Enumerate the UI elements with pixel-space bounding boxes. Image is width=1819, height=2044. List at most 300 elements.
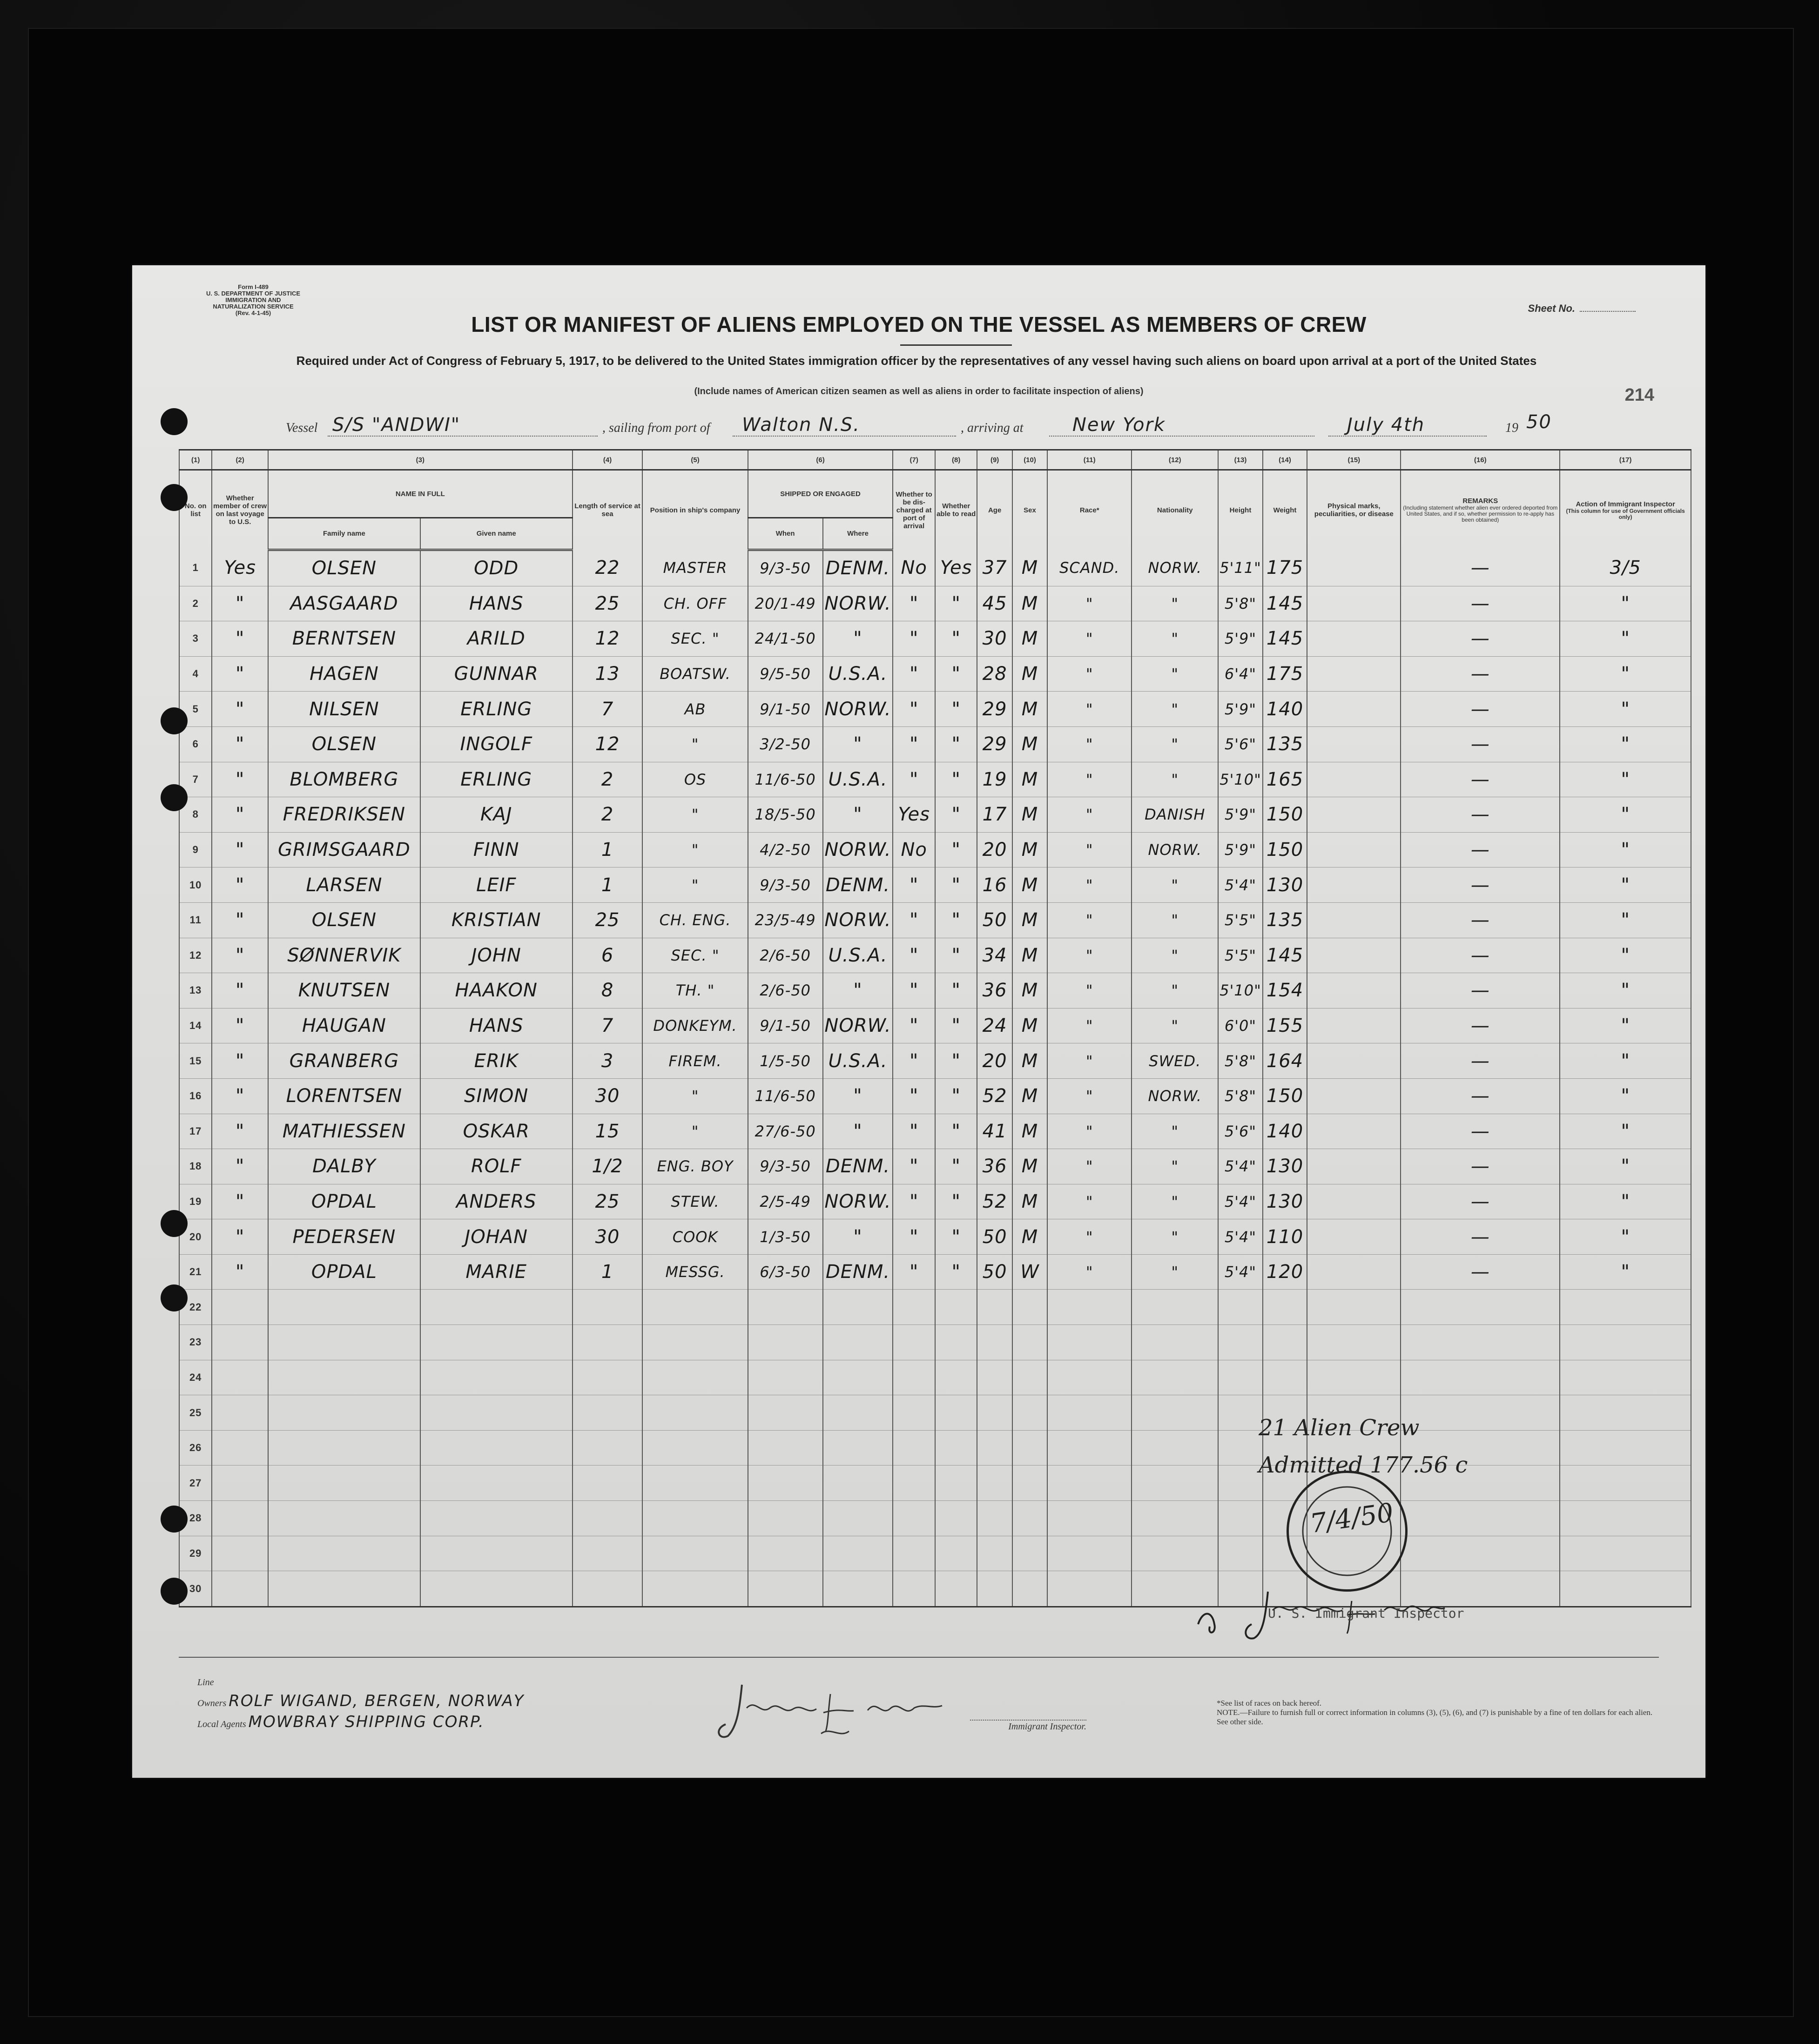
cell-height: 5'4"	[1218, 1184, 1263, 1219]
cell-length-of-service: 1	[573, 832, 643, 867]
cell-inspector-action	[1560, 1360, 1691, 1395]
cell-given-name	[420, 1290, 573, 1325]
cell-last-voyage	[212, 1571, 268, 1607]
cell-discharged: "	[893, 656, 935, 692]
cell-length-of-service: 12	[573, 726, 643, 762]
table-row	[179, 762, 1691, 797]
cell-weight: 175	[1263, 656, 1307, 692]
cell-able-to-read	[935, 1430, 977, 1466]
cell-age: 37	[977, 550, 1012, 586]
cell-race	[1047, 1325, 1132, 1360]
cell-discharged: "	[893, 1184, 935, 1219]
cell-family-name: LARSEN	[268, 867, 420, 903]
cell-inspector-action	[1560, 1571, 1691, 1607]
cell-race	[1047, 1536, 1132, 1571]
cell-age	[977, 1430, 1012, 1466]
cell-given-name: ROLF	[420, 1149, 573, 1184]
cell-last-voyage	[212, 1290, 268, 1325]
cell-shipped-where: U.S.A.	[823, 762, 893, 797]
cell-shipped-where	[823, 1466, 893, 1501]
cell-physical-marks	[1307, 692, 1401, 727]
cell-shipped-when: 11/6-50	[748, 762, 823, 797]
cell-height: 5'6"	[1218, 1114, 1263, 1149]
cell-remarks: —	[1401, 1254, 1560, 1290]
cell-race: "	[1047, 1078, 1132, 1114]
cell-position: "	[642, 867, 748, 903]
cell-height	[1218, 1395, 1263, 1431]
owners-block	[197, 1671, 525, 1734]
col-sex: Sex	[1012, 470, 1047, 550]
col-height: Height	[1218, 470, 1263, 550]
cell-discharged	[893, 1325, 935, 1360]
cell-age: 20	[977, 1043, 1012, 1079]
cell-position: MASTER	[642, 550, 748, 586]
cell-row-number: 21	[179, 1254, 212, 1290]
cell-position: CH. OFF	[642, 586, 748, 621]
cell-family-name	[268, 1466, 420, 1501]
cell-row-number: 30	[179, 1571, 212, 1607]
cell-physical-marks	[1307, 938, 1401, 973]
col-num-2: (2)	[212, 450, 268, 470]
cell-length-of-service: 2	[573, 797, 643, 833]
cell-able-to-read	[935, 1325, 977, 1360]
cell-family-name: GRANBERG	[268, 1043, 420, 1079]
cell-length-of-service: 1	[573, 1254, 643, 1290]
col-num-15: (15)	[1307, 450, 1401, 470]
cell-race: "	[1047, 1114, 1132, 1149]
cell-shipped-where: "	[823, 797, 893, 833]
cell-family-name	[268, 1360, 420, 1395]
cell-inspector-action	[1560, 1395, 1691, 1431]
cell-nationality: "	[1132, 1149, 1218, 1184]
cell-sex	[1012, 1536, 1047, 1571]
cell-sex: M	[1012, 902, 1047, 938]
cell-position	[642, 1501, 748, 1536]
cell-physical-marks	[1307, 973, 1401, 1009]
cell-given-name: INGOLF	[420, 726, 573, 762]
cell-remarks: —	[1401, 1114, 1560, 1149]
cell-shipped-when	[748, 1571, 823, 1607]
cell-able-to-read: "	[935, 726, 977, 762]
cell-height	[1218, 1466, 1263, 1501]
cell-position	[642, 1430, 748, 1466]
cell-remarks: —	[1401, 797, 1560, 833]
cell-row-number: 20	[179, 1219, 212, 1255]
cell-race: "	[1047, 832, 1132, 867]
cell-race: "	[1047, 762, 1132, 797]
cell-age: 50	[977, 902, 1012, 938]
arrival-date: July 4th	[1347, 414, 1425, 436]
agents-label: Local Agents	[197, 1719, 246, 1729]
cell-nationality: "	[1132, 762, 1218, 797]
cell-race	[1047, 1466, 1132, 1501]
cell-inspector-action: "	[1560, 1008, 1691, 1043]
cell-last-voyage: "	[212, 621, 268, 657]
cell-last-voyage: "	[212, 902, 268, 938]
cell-length-of-service	[573, 1360, 643, 1395]
cell-sex: M	[1012, 762, 1047, 797]
cell-row-number: 5	[179, 692, 212, 727]
cell-discharged: "	[893, 867, 935, 903]
binder-hole	[161, 408, 188, 435]
cell-discharged: "	[893, 1219, 935, 1255]
cell-discharged: "	[893, 726, 935, 762]
cell-length-of-service: 25	[573, 586, 643, 621]
cell-sex	[1012, 1360, 1047, 1395]
cell-physical-marks	[1307, 762, 1401, 797]
cell-inspector-action: "	[1560, 762, 1691, 797]
cell-length-of-service: 22	[573, 550, 643, 586]
cell-shipped-when: 9/1-50	[748, 692, 823, 727]
cell-able-to-read: Yes	[935, 550, 977, 586]
col-remarks	[1401, 470, 1560, 550]
stamp-date: 7/4/50	[1308, 1497, 1395, 1540]
cell-discharged	[893, 1395, 935, 1431]
cell-weight: 155	[1263, 1008, 1307, 1043]
cell-last-voyage: Yes	[212, 550, 268, 586]
cell-nationality: "	[1132, 692, 1218, 727]
cell-age	[977, 1571, 1012, 1607]
cell-height: 5'8"	[1218, 586, 1263, 621]
cell-age: 29	[977, 692, 1012, 727]
cell-physical-marks	[1307, 726, 1401, 762]
cell-last-voyage: "	[212, 1008, 268, 1043]
cell-nationality	[1132, 1536, 1218, 1571]
cell-last-voyage: "	[212, 692, 268, 727]
cell-remarks: —	[1401, 832, 1560, 867]
cell-row-number: 14	[179, 1008, 212, 1043]
cell-family-name	[268, 1325, 420, 1360]
col-num-1: (1)	[179, 450, 212, 470]
cell-age: 45	[977, 586, 1012, 621]
col-able-to-read: Whether able to read	[935, 470, 977, 550]
cell-age	[977, 1395, 1012, 1431]
cell-age: 28	[977, 656, 1012, 692]
cell-position: SEC. "	[642, 938, 748, 973]
cell-position: CH. ENG.	[642, 902, 748, 938]
cell-race: "	[1047, 1043, 1132, 1079]
cell-last-voyage: "	[212, 762, 268, 797]
cell-race: "	[1047, 621, 1132, 657]
cell-shipped-when: 27/6-50	[748, 1114, 823, 1149]
cell-race: "	[1047, 1219, 1132, 1255]
cell-family-name: OPDAL	[268, 1254, 420, 1290]
table-row	[179, 550, 1691, 586]
cell-row-number: 7	[179, 762, 212, 797]
cell-shipped-when: 9/3-50	[748, 867, 823, 903]
table-row	[179, 1360, 1691, 1395]
title-rule	[900, 344, 1012, 346]
cell-inspector-action	[1560, 1290, 1691, 1325]
cell-last-voyage	[212, 1536, 268, 1571]
cell-given-name: SIMON	[420, 1078, 573, 1114]
col-family-name: Family name	[268, 518, 420, 550]
binder-hole	[161, 1210, 188, 1237]
cell-length-of-service: 7	[573, 692, 643, 727]
cell-able-to-read: "	[935, 1254, 977, 1290]
cell-nationality: "	[1132, 1219, 1218, 1255]
cell-nationality: NORW.	[1132, 550, 1218, 586]
cell-given-name: MARIE	[420, 1254, 573, 1290]
cell-position: TH. "	[642, 973, 748, 1009]
col-race: Race*	[1047, 470, 1132, 550]
cell-physical-marks	[1307, 1360, 1401, 1395]
binder-hole	[161, 784, 188, 811]
cell-height	[1218, 1325, 1263, 1360]
cell-discharged: "	[893, 762, 935, 797]
cell-able-to-read	[935, 1395, 977, 1431]
cell-sex: M	[1012, 1184, 1047, 1219]
cell-weight: 130	[1263, 867, 1307, 903]
cell-remarks	[1401, 1290, 1560, 1325]
cell-given-name: LEIF	[420, 867, 573, 903]
cell-last-voyage: "	[212, 1043, 268, 1079]
cell-physical-marks	[1307, 832, 1401, 867]
cell-position: COOK	[642, 1219, 748, 1255]
table-row	[179, 832, 1691, 867]
cell-last-voyage: "	[212, 1078, 268, 1114]
cell-discharged: "	[893, 692, 935, 727]
inspector-title: U. S. Immigrant Inspector	[1268, 1606, 1464, 1621]
cell-sex: M	[1012, 832, 1047, 867]
cell-remarks	[1401, 1360, 1560, 1395]
col-num-7: (7)	[893, 450, 935, 470]
cell-height: 5'4"	[1218, 1254, 1263, 1290]
cell-discharged: "	[893, 1043, 935, 1079]
cell-shipped-when: 9/3-50	[748, 1149, 823, 1184]
cell-family-name: HAUGAN	[268, 1008, 420, 1043]
cell-family-name: GRIMSGAARD	[268, 832, 420, 867]
cell-able-to-read: "	[935, 797, 977, 833]
crew-count-note: 21 Alien Crew	[1259, 1415, 1420, 1441]
sailing-port: Walton N.S.	[742, 414, 860, 436]
cell-row-number: 11	[179, 902, 212, 938]
cell-remarks: —	[1401, 692, 1560, 727]
cell-race	[1047, 1395, 1132, 1431]
table-row	[179, 656, 1691, 692]
cell-last-voyage: "	[212, 1149, 268, 1184]
cell-shipped-where: DENM.	[823, 1254, 893, 1290]
cell-able-to-read	[935, 1571, 977, 1607]
cell-given-name: HANS	[420, 1008, 573, 1043]
cell-physical-marks	[1307, 1325, 1401, 1360]
cell-shipped-where: "	[823, 726, 893, 762]
cell-age	[977, 1536, 1012, 1571]
cell-discharged: "	[893, 1114, 935, 1149]
cell-able-to-read: "	[935, 692, 977, 727]
cell-given-name: JOHAN	[420, 1219, 573, 1255]
cell-position	[642, 1360, 748, 1395]
cell-able-to-read: "	[935, 902, 977, 938]
cell-remarks: —	[1401, 621, 1560, 657]
cell-length-of-service: 30	[573, 1078, 643, 1114]
voyage-line	[286, 411, 1682, 437]
cell-nationality: "	[1132, 1114, 1218, 1149]
cell-family-name: NILSEN	[268, 692, 420, 727]
cell-given-name: ERLING	[420, 692, 573, 727]
cell-last-voyage: "	[212, 1184, 268, 1219]
cell-race: "	[1047, 867, 1132, 903]
cell-inspector-action: 3/5	[1560, 550, 1691, 586]
cell-able-to-read: "	[935, 656, 977, 692]
cell-given-name	[420, 1571, 573, 1607]
cell-length-of-service: 3	[573, 1043, 643, 1079]
cell-family-name: BLOMBERG	[268, 762, 420, 797]
cell-last-voyage: "	[212, 832, 268, 867]
cell-remarks	[1401, 1325, 1560, 1360]
table-row	[179, 586, 1691, 621]
cell-height	[1218, 1430, 1263, 1466]
cell-inspector-action: "	[1560, 656, 1691, 692]
cell-remarks: —	[1401, 1078, 1560, 1114]
cell-sex: M	[1012, 550, 1047, 586]
cell-height: 5'5"	[1218, 938, 1263, 973]
cell-nationality	[1132, 1430, 1218, 1466]
cell-nationality: "	[1132, 656, 1218, 692]
cell-able-to-read: "	[935, 1149, 977, 1184]
cell-discharged: "	[893, 1008, 935, 1043]
cell-given-name: FINN	[420, 832, 573, 867]
cell-family-name: OLSEN	[268, 550, 420, 586]
cell-position: MESSG.	[642, 1254, 748, 1290]
cell-shipped-when: 1/3-50	[748, 1219, 823, 1255]
cell-family-name	[268, 1430, 420, 1466]
cell-inspector-action: "	[1560, 1184, 1691, 1219]
admitted-note: Admitted 177.56 c	[1259, 1452, 1468, 1478]
cell-remarks: —	[1401, 1219, 1560, 1255]
table-row	[179, 1219, 1691, 1255]
cell-race: "	[1047, 797, 1132, 833]
cell-shipped-when: 11/6-50	[748, 1078, 823, 1114]
cell-row-number: 10	[179, 867, 212, 903]
cell-nationality: "	[1132, 1184, 1218, 1219]
cell-age	[977, 1466, 1012, 1501]
cell-given-name: ARILD	[420, 621, 573, 657]
cell-shipped-where: DENM.	[823, 1149, 893, 1184]
cell-nationality: NORW.	[1132, 832, 1218, 867]
cell-height: 5'10"	[1218, 973, 1263, 1009]
cell-race: "	[1047, 973, 1132, 1009]
cell-weight: 135	[1263, 902, 1307, 938]
cell-discharged	[893, 1571, 935, 1607]
table-row	[179, 867, 1691, 903]
cell-row-number: 2	[179, 586, 212, 621]
cell-length-of-service: 13	[573, 656, 643, 692]
cell-remarks: —	[1401, 656, 1560, 692]
cell-race: SCAND.	[1047, 550, 1132, 586]
table-row	[179, 797, 1691, 833]
revision: (Rev. 4-1-45)	[235, 309, 271, 316]
cell-row-number: 18	[179, 1149, 212, 1184]
cell-family-name: MATHIESSEN	[268, 1114, 420, 1149]
table-header	[179, 450, 1691, 550]
cell-remarks: —	[1401, 902, 1560, 938]
cell-nationality: "	[1132, 902, 1218, 938]
cell-able-to-read: "	[935, 973, 977, 1009]
col-num-13: (13)	[1218, 450, 1263, 470]
cell-shipped-where: "	[823, 621, 893, 657]
cell-able-to-read: "	[935, 1184, 977, 1219]
cell-age: 52	[977, 1184, 1012, 1219]
cell-given-name	[420, 1466, 573, 1501]
cell-sex	[1012, 1571, 1047, 1607]
table-row	[179, 692, 1691, 727]
cell-given-name: HANS	[420, 586, 573, 621]
cell-length-of-service: 2	[573, 762, 643, 797]
table-row	[179, 938, 1691, 973]
cell-last-voyage	[212, 1395, 268, 1431]
cell-race	[1047, 1290, 1132, 1325]
cell-last-voyage	[212, 1360, 268, 1395]
cell-weight: 175	[1263, 550, 1307, 586]
cell-family-name: OLSEN	[268, 902, 420, 938]
cell-family-name: DALBY	[268, 1149, 420, 1184]
cell-physical-marks	[1307, 550, 1401, 586]
agents-row	[197, 1713, 525, 1734]
cell-inspector-action: "	[1560, 621, 1691, 657]
cell-race: "	[1047, 656, 1132, 692]
col-weight: Weight	[1263, 470, 1307, 550]
cell-age: 41	[977, 1114, 1012, 1149]
cell-row-number: 16	[179, 1078, 212, 1114]
cell-length-of-service: 25	[573, 1184, 643, 1219]
cell-able-to-read: "	[935, 1043, 977, 1079]
cell-row-number: 27	[179, 1466, 212, 1501]
cell-weight: 150	[1263, 1078, 1307, 1114]
cell-able-to-read: "	[935, 938, 977, 973]
cell-race: "	[1047, 726, 1132, 762]
cell-shipped-where	[823, 1571, 893, 1607]
cell-physical-marks	[1307, 867, 1401, 903]
cell-weight: 140	[1263, 1114, 1307, 1149]
cell-inspector-action	[1560, 1466, 1691, 1501]
cell-sex: M	[1012, 938, 1047, 973]
cell-height: 5'9"	[1218, 797, 1263, 833]
cell-nationality: "	[1132, 1254, 1218, 1290]
cell-sex	[1012, 1395, 1047, 1431]
cell-family-name	[268, 1536, 420, 1571]
cell-length-of-service	[573, 1430, 643, 1466]
owners-row	[197, 1692, 525, 1713]
cell-shipped-when: 9/1-50	[748, 1008, 823, 1043]
cell-race	[1047, 1360, 1132, 1395]
cell-age: 20	[977, 832, 1012, 867]
cell-weight: 140	[1263, 692, 1307, 727]
year-prefix: 19	[1505, 421, 1518, 435]
cell-weight: 135	[1263, 726, 1307, 762]
cell-shipped-when: 2/6-50	[748, 973, 823, 1009]
table-row	[179, 1184, 1691, 1219]
cell-height: 5'11"	[1218, 550, 1263, 586]
cell-physical-marks	[1307, 1078, 1401, 1114]
cell-position	[642, 1571, 748, 1607]
cell-weight: 164	[1263, 1043, 1307, 1079]
cell-able-to-read	[935, 1466, 977, 1501]
cell-length-of-service: 1	[573, 867, 643, 903]
cell-shipped-where: U.S.A.	[823, 656, 893, 692]
cell-height: 5'9"	[1218, 692, 1263, 727]
col-nationality: Nationality	[1132, 470, 1218, 550]
cell-given-name	[420, 1501, 573, 1536]
cell-discharged: "	[893, 902, 935, 938]
col-when: When	[748, 518, 823, 550]
cell-nationality: NORW.	[1132, 1078, 1218, 1114]
cell-length-of-service: 8	[573, 973, 643, 1009]
cell-remarks: —	[1401, 867, 1560, 903]
cell-sex: M	[1012, 621, 1047, 657]
cell-shipped-when: 4/2-50	[748, 832, 823, 867]
cell-height: 5'9"	[1218, 621, 1263, 657]
